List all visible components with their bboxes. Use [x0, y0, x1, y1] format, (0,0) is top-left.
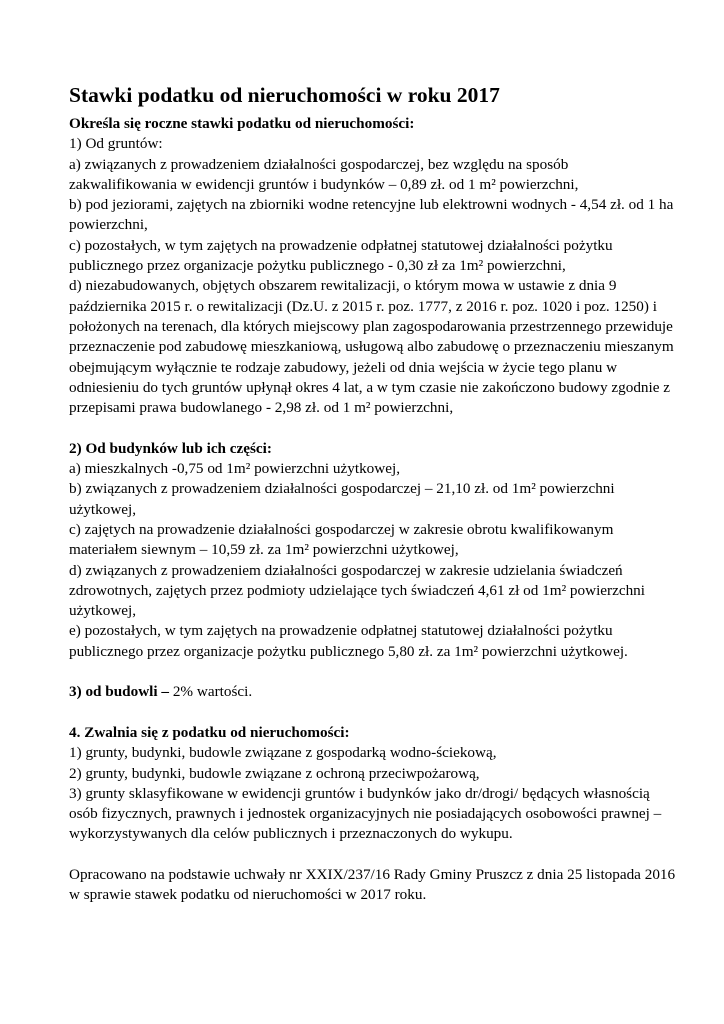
- text-line: przeznaczenie pod zabudowę mieszkaniową, usługową albo zabudowę o przeznaczeniu mieszanym: [69, 338, 674, 356]
- text-line: publicznego przez organizacje pożytku publicznego 5,80 zł. za 1m² powierzchni użytkowej.: [69, 642, 628, 660]
- section-heading: 3) od budowli –: [69, 683, 170, 701]
- text-line: e) pozostałych, w tym zajętych na prowadzenie odpłatnej statutowej działalności pożytku: [69, 622, 613, 640]
- text-line: c) pozostałych, w tym zajętych na prowadzenie odpłatnej statutowej działalności pożytku: [69, 236, 613, 254]
- text-line: użytkowej,: [69, 602, 137, 620]
- text-line: października 2015 r. o rewitalizacji (Dz.U. z 2015 r. poz. 1777, z 2016 r. poz. 1020 i poz. 1250) i: [69, 297, 657, 315]
- paragraph-gap: [69, 703, 659, 723]
- footer-note: [69, 865, 676, 906]
- intro-heading: Określa się roczne stawki podatku od nieruchomości:: [69, 115, 415, 132]
- section-value: 2% wartości.: [169, 683, 253, 701]
- text-line: obejmującym wyłącznie te rodzaje zabudowy, jeżeli od dnia wejścia w życie tego planu w: [69, 358, 618, 376]
- text-line: 3) grunty sklasyfikowane w ewidencji gruntów i budynków jako dr/drogi/ będących własnością: [69, 784, 650, 802]
- text-line: materiałem siewnym – 10,59 zł. za 1m² powierzchni użytkowej,: [69, 541, 459, 559]
- text-line: powierzchni,: [69, 216, 148, 234]
- document-title: Stawki podatku od nieruchomości w roku 2017: [69, 83, 500, 107]
- section-zwolnienia: [69, 723, 662, 845]
- text-line: użytkowej,: [69, 500, 137, 518]
- text-line: w sprawie stawek podatku od nieruchomości w 2017 roku.: [69, 886, 427, 904]
- paragraph-gap: [69, 845, 659, 865]
- text-line: przepisami prawa budowlanego - 2,98 zł. od 1 m² powierzchni,: [69, 399, 454, 417]
- section-grunty: [69, 134, 674, 418]
- text-line: 1) grunty, budynki, budowle związane z gospodarką wodno-ściekową,: [69, 744, 497, 762]
- section-heading: 4. Zwalnia się z podatku od nieruchomości:: [69, 723, 350, 741]
- text-line: 2) grunty, budynki, budowle związane z ochroną przeciwpożarową,: [69, 764, 480, 782]
- text-line: zakwalifikowania w ewidencji gruntów i budynków – 0,89 zł. od 1 m² powierzchni,: [69, 175, 579, 193]
- text-line: zdrowotnych, zajętych przez podmioty udzielające tych świadczeń 4,61 zł od 1m² powierzchni: [69, 581, 645, 599]
- text-line: a) mieszkalnych -0,75 od 1m² powierzchni użytkowej,: [69, 460, 400, 478]
- section-heading: 1) Od gruntów:: [69, 135, 163, 153]
- text-line: odniesieniu do tych gruntów upłynął okres 4 lat, a w tym czasie nie zakończono budowy zgodnie z: [69, 378, 671, 396]
- text-line: c) zajętych na prowadzenie działalności gospodarczej w zakresie obrotu kwalifikowanym: [69, 520, 614, 538]
- text-line: d) niezabudowanych, objętych obszarem rewitalizacji, o którym mowa w ustawie z dnia 9: [69, 277, 617, 295]
- section-budynki: [69, 439, 659, 662]
- text-line: Opracowano na podstawie uchwały nr XXIX/237/16 Rady Gminy Pruszcz z dnia 25 listopada 2016: [69, 865, 676, 883]
- paragraph-gap: [69, 662, 659, 682]
- text-line: b) pod jeziorami, zajętych na zbiorniki wodne retencyjne lub elektrowni wodnych - 4,54 zł. od 1 ha: [69, 196, 674, 214]
- text-line: b) związanych z prowadzeniem działalności gospodarczej – 21,10 zł. od 1m² powierzchni: [69, 480, 615, 498]
- text-line: położonych na terenach, dla których miejscowy plan zagospodarowania przestrzennego przewiduje: [69, 317, 673, 335]
- section-budowle: [69, 682, 659, 702]
- text-line: wykorzystywanych dla celów publicznych i przeznaczonych do wykupu.: [69, 825, 513, 843]
- text-line: osób fizycznych, prawnych i jednostek organizacyjnych nie posiadających osobowości prawnej –: [69, 805, 662, 823]
- paragraph-gap: [69, 418, 659, 438]
- text-line: d) związanych z prowadzeniem działalności gospodarczej w zakresie udzielania świadczeń: [69, 561, 623, 579]
- section-heading: 2) Od budynków lub ich części:: [69, 439, 272, 457]
- text-line: a) związanych z prowadzeniem działalności gospodarczej, bez względu na sposób: [69, 155, 569, 173]
- document-page: [69, 82, 676, 906]
- text-line: publicznego przez organizacje pożytku publicznego - 0,30 zł za 1m² powierzchni,: [69, 257, 566, 275]
